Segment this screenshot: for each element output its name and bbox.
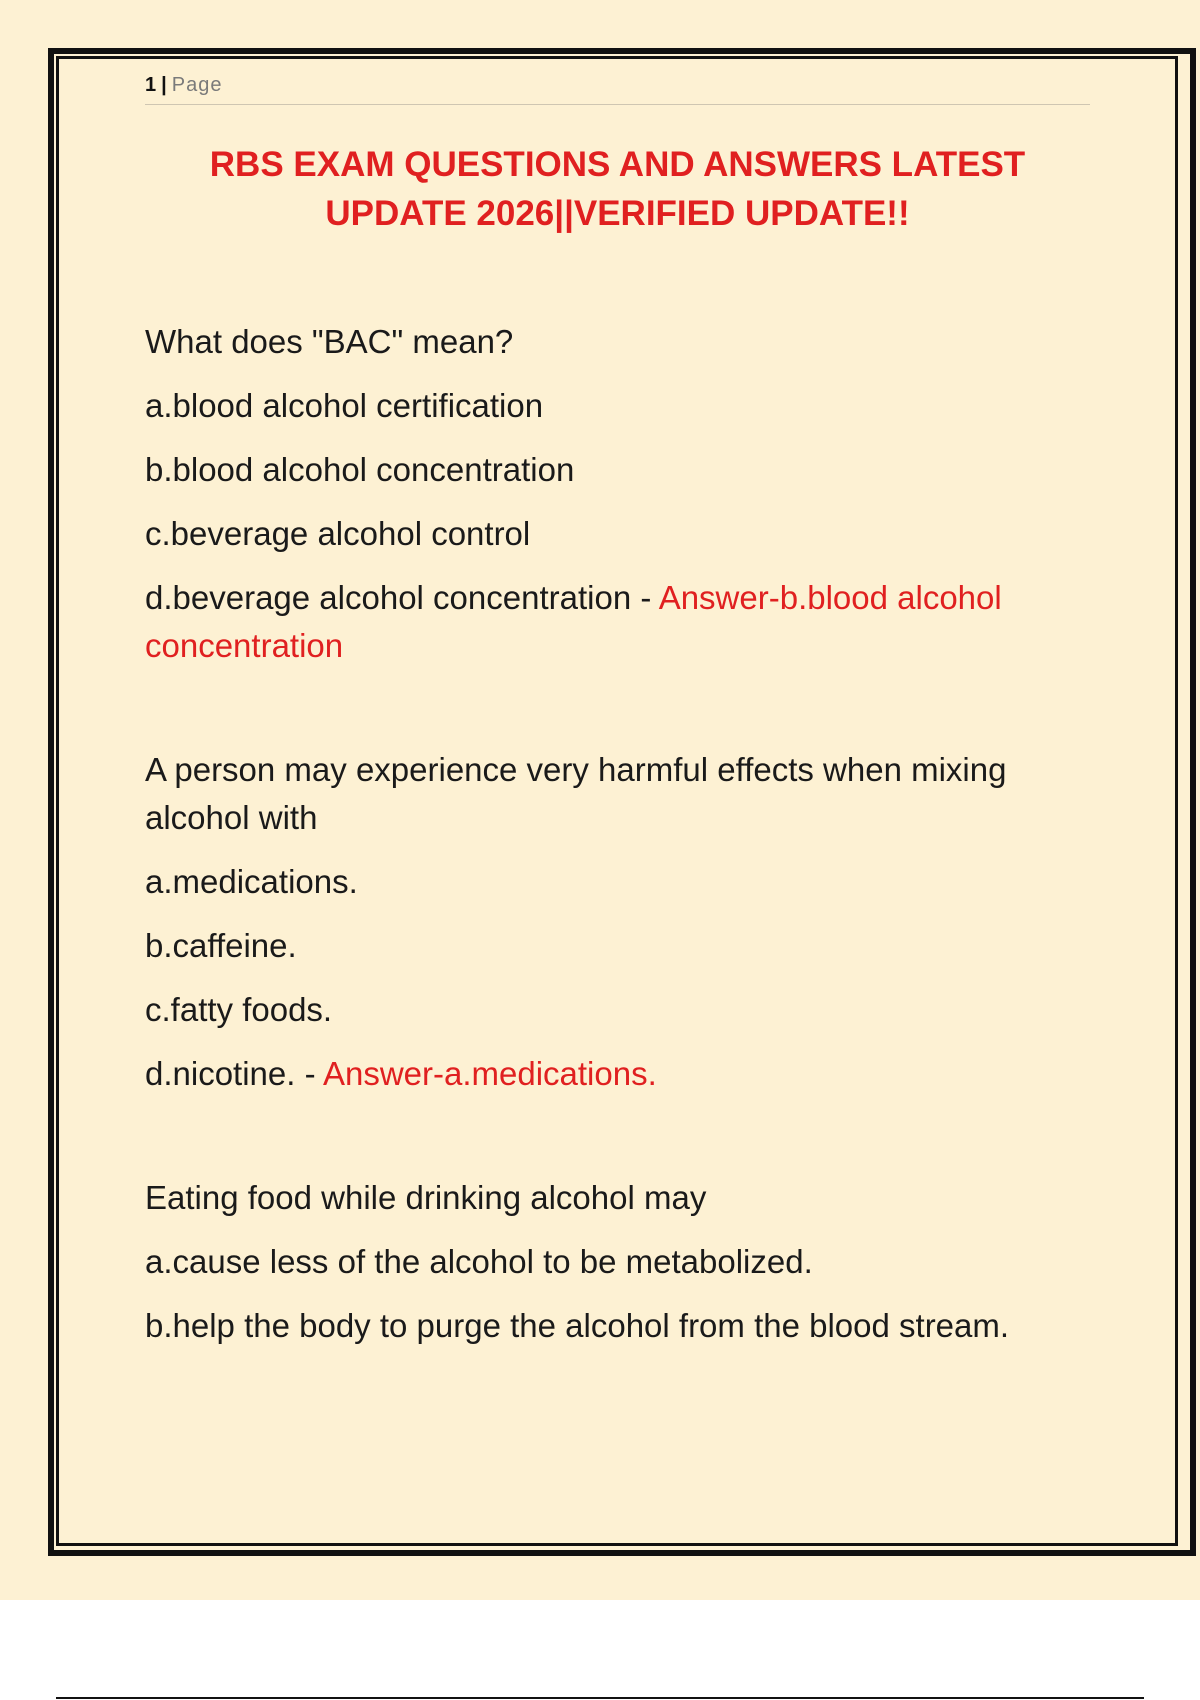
question-1-option-a: a.blood alcohol certification (145, 387, 544, 424)
question-2-option-c: c.fatty foods. (145, 991, 333, 1028)
title-line-1: RBS EXAM QUESTIONS AND ANSWERS LATEST (209, 145, 1026, 184)
question-2-option-d (145, 1050, 1105, 1098)
next-page-rule (56, 1697, 1144, 1699)
page-number: 1 (145, 74, 158, 96)
question-3-option-a: a.cause less of the alcohol to be metabolized. (145, 1243, 813, 1280)
questions-content (145, 318, 1105, 1366)
question-1-option-b: b.blood alcohol concentration (145, 451, 575, 488)
question-1-option-c: c.beverage alcohol control (145, 515, 531, 552)
question-2-option-d-text: d.nicotine. - (145, 1055, 323, 1092)
question-1-option-d-text: d.beverage alcohol concentration - (145, 579, 659, 616)
page-header (145, 74, 1090, 105)
question-2-option-b: b.caffeine. (145, 927, 297, 964)
question-1-option-d (145, 574, 1105, 670)
question-1-text: What does "BAC" mean? (145, 323, 514, 360)
question-3-text: Eating food while drinking alcohol may (145, 1179, 707, 1216)
question-2-answer: Answer-a.medications. (322, 1055, 657, 1092)
page-header-separator: | (161, 74, 168, 96)
document-title (145, 140, 1090, 238)
title-line-2: UPDATE 2026||VERIFIED UPDATE!! (325, 194, 910, 233)
question-1-answer: Answer-b.blood alcohol concentration (145, 579, 1002, 664)
page-label: Page (171, 74, 223, 96)
question-2-text: A person may experience very harmful effects when mixing alcohol with (145, 751, 1007, 836)
question-2-option-a: a.medications. (145, 863, 358, 900)
question-3-option-b: b.help the body to purge the alcohol from the blood stream. (145, 1307, 1010, 1344)
